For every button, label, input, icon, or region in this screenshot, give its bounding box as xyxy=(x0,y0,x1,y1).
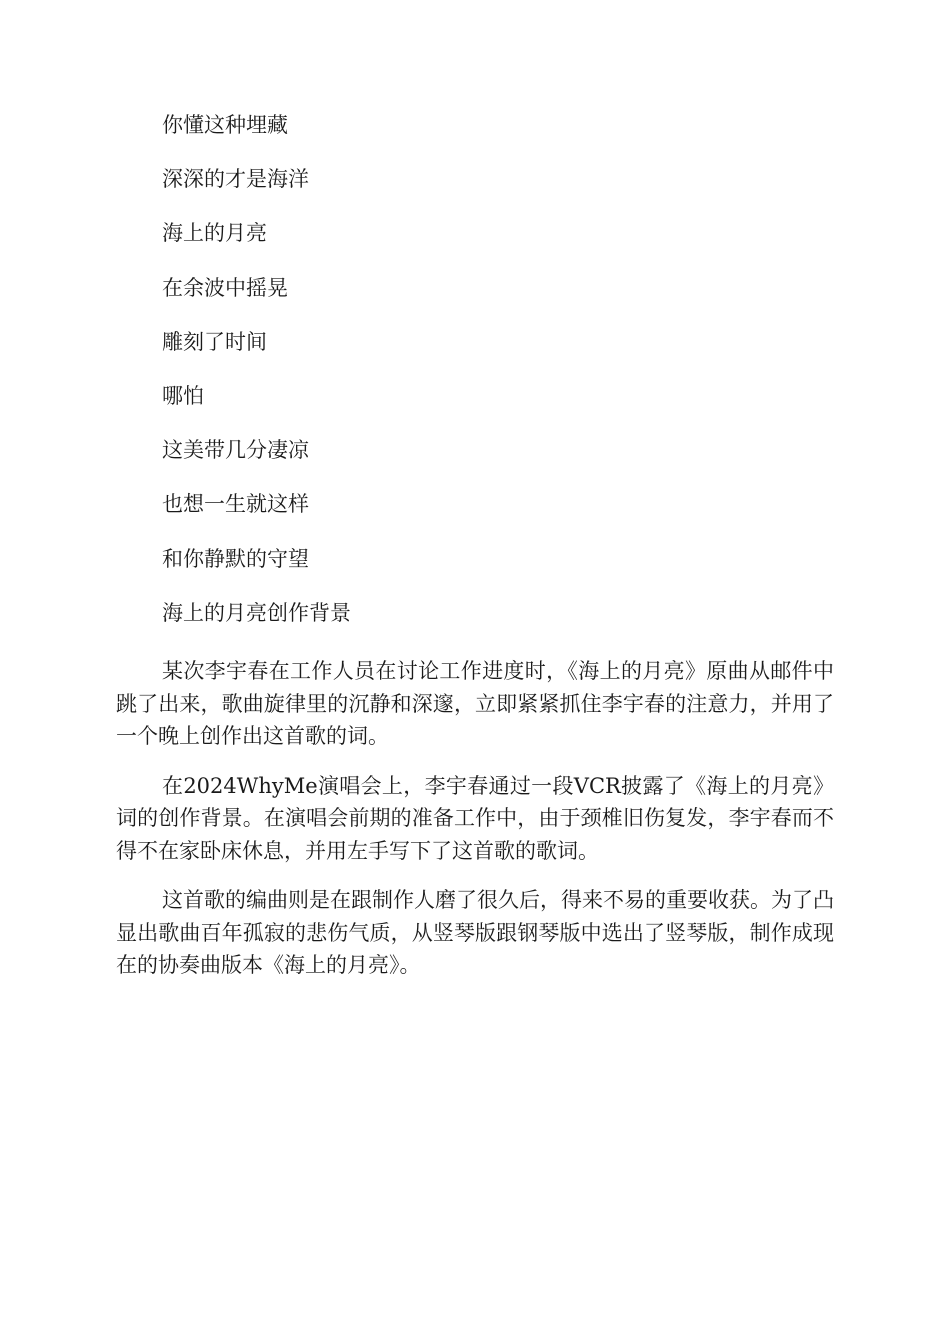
lyrics-block xyxy=(162,110,834,628)
lyric-line: 和你静默的守望 xyxy=(162,546,309,571)
section-heading: 海上的月亮创作背景 xyxy=(162,600,351,625)
lyric-line: 深深的才是海洋 xyxy=(162,167,309,192)
lyric-line: 也想一生就这样 xyxy=(162,492,309,517)
lyric-line: 哪怕 xyxy=(162,383,204,408)
lyric-line: 雕刻了时间 xyxy=(162,329,267,354)
lyric-line: 海上的月亮 xyxy=(162,221,267,246)
paragraph: 某次李宇春在工作人员在讨论工作进度时，《海上的月亮》原曲从邮件中跳了出来，歌曲旋律里的沉静和深邃，立即紧紧抓住李宇春的注意力，并用了一个晚上创作出这首歌的词。 xyxy=(116,659,834,748)
lyric-line: 这美带几分凄凉 xyxy=(162,438,309,463)
paragraph: 在2024WhyMe演唱会上，李宇春通过一段VCR披露了《海上的月亮》词的创作背景。在演唱会前期的准备工作中，由于颈椎旧伤复发，李宇春而不得不在家卧床休息，并用左手写下了这首歌的歌词。 xyxy=(116,773,834,863)
background-text xyxy=(116,655,834,999)
paragraph: 这首歌的编曲则是在跟制作人磨了很久后，得来不易的重要收获。为了凸显出歌曲百年孤寂的悲伤气质，从竖琴版跟钢琴版中选出了竖琴版，制作成现在的协奏曲版本《海上的月亮》。 xyxy=(116,888,834,977)
lyric-line: 在余波中摇晃 xyxy=(162,275,288,300)
lyric-line: 你懂这种埋藏 xyxy=(162,113,288,137)
